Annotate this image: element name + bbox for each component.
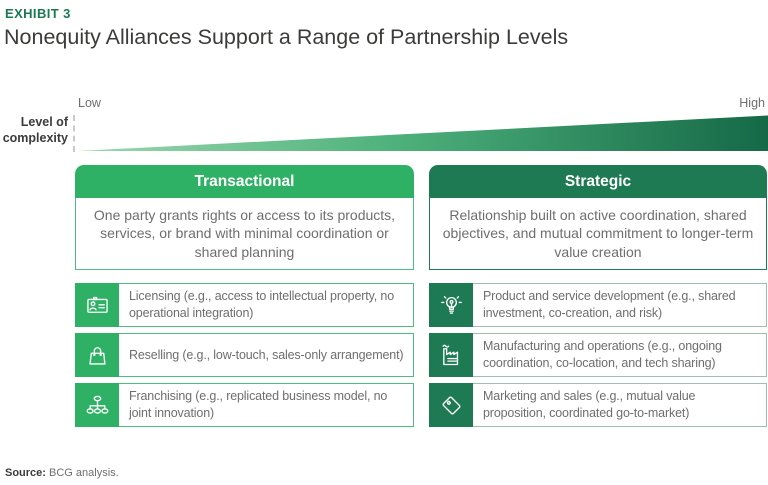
- list-item-label: Marketing and sales (e.g., mutual value proposition, coordinated go-to-market): [483, 389, 696, 420]
- source-note: [5, 467, 119, 479]
- transactional-header: Transactional: [75, 165, 414, 198]
- strategic-header: Strategic: [429, 165, 767, 198]
- transactional-description: One party grants rights or access to its products, services, or brand with minimal coordination or shared planning: [75, 198, 414, 270]
- strategic-description: Relationship built on active coordination, shared objectives, and mutual commitment to longer-term value creation: [429, 198, 767, 270]
- lightbulb-icon: [429, 283, 473, 327]
- source-label: Source:: [5, 467, 46, 479]
- transactional-items: [75, 283, 414, 427]
- hierarchy-icon: [75, 383, 119, 427]
- list-item-label: Franchising (e.g., replicated business model, no joint innovation): [129, 389, 388, 420]
- list-item-marketing: [429, 383, 767, 427]
- strategic-column: [429, 165, 767, 427]
- transactional-column: [75, 165, 414, 427]
- factory-icon: [429, 333, 473, 377]
- list-item-reselling: [75, 333, 414, 377]
- list-item-manufacturing: [429, 333, 767, 377]
- axis-dashed-line: [73, 115, 75, 152]
- complexity-axis-label-line2: complexity: [2, 130, 68, 145]
- source-text: BCG analysis.: [49, 467, 119, 479]
- complexity-axis-label-line1: Level of: [20, 115, 68, 129]
- list-item-product-development: [429, 283, 767, 327]
- list-item-label: Manufacturing and operations (e.g., ongoing coordination, co-location, and tech sharing): [483, 339, 722, 370]
- shopping-bag-icon: [75, 333, 119, 377]
- id-card-icon: [75, 283, 119, 327]
- price-tag-icon: [429, 383, 473, 427]
- complexity-gradient-wedge: [78, 114, 768, 151]
- list-item-licensing: [75, 283, 414, 327]
- list-item-franchising: [75, 383, 414, 427]
- exhibit-label: EXHIBIT 3: [5, 6, 71, 21]
- axis-high-label: High: [739, 96, 765, 110]
- list-item-label: Licensing (e.g., access to intellectual property, no operational integration): [129, 289, 395, 320]
- axis-low-label: Low: [78, 96, 101, 110]
- strategic-items: [429, 283, 767, 427]
- page-title: Nonequity Alliances Support a Range of Partnership Levels: [4, 25, 569, 49]
- complexity-axis-label: [0, 115, 68, 146]
- list-item-label: Product and service development (e.g., shared investment, co-creation, and risk): [483, 289, 736, 320]
- list-item-label: Reselling (e.g., low-touch, sales-only arrangement): [129, 347, 404, 362]
